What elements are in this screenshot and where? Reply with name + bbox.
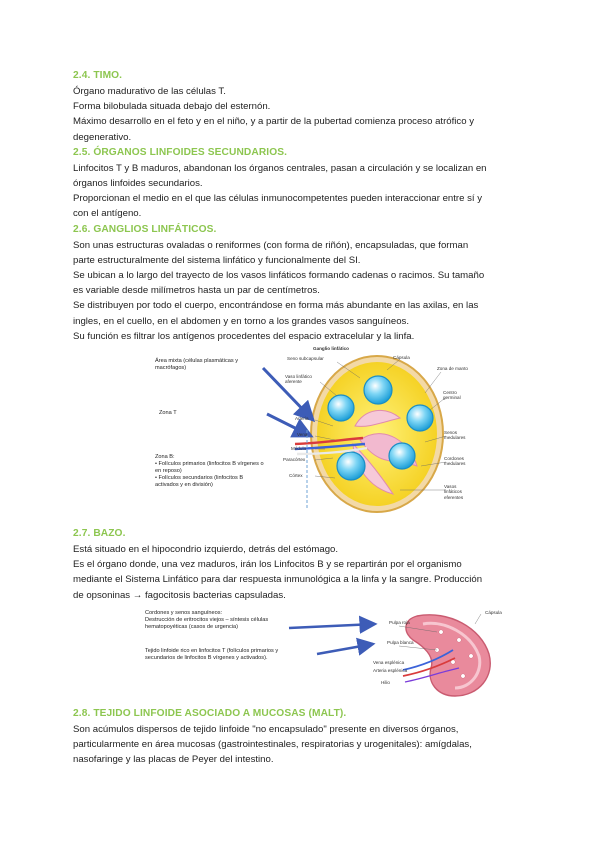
section-ganglios bbox=[73, 222, 533, 344]
text-line: de opsoninas → fagocitosis bacterias capsuladas. bbox=[73, 589, 286, 601]
label-cortex: Córtex bbox=[289, 473, 303, 479]
section-heading: 2.5. ÓRGANOS LINFOIDES SECUNDARIOS. bbox=[73, 146, 288, 158]
label-zona-manto: Zona de manto bbox=[437, 366, 468, 372]
text-line: Se ubican a lo largo del trayecto de los vasos linfáticos formando cadenas o racimos. Su tamaño bbox=[73, 270, 485, 282]
note-zona-b-item-text: Folículos primarios (linfocitos B vírgenes o en reposo) bbox=[155, 461, 264, 475]
label-senos-medulares: Senos medulares bbox=[444, 430, 466, 441]
text-line: Su función es filtrar los antígenos procedentes del espacio extracelular y la linfa. bbox=[73, 330, 415, 342]
note-zona-b-title: Zona B: bbox=[155, 454, 175, 461]
label-arteria: Arteria bbox=[295, 416, 309, 422]
text-line: Máximo desarrollo en el feto y en el niño, y a partir de la pubertad comienza proceso atrófico y bbox=[73, 116, 475, 128]
note-pulpa-roja-title: Cordones y senos sanguíneos: bbox=[145, 609, 223, 616]
document-page bbox=[73, 68, 533, 767]
label-vena-esplenica: Vena esplénica bbox=[373, 659, 405, 665]
label-vena: Vena bbox=[297, 432, 308, 438]
label-pulpa-blanca: Pulpa blanca bbox=[387, 639, 414, 645]
section-timo bbox=[73, 68, 533, 145]
text-line: particularmente en área mucosas (gastrointestinales, respiratorias y urogenitales): amígdalas, bbox=[73, 739, 472, 751]
lymph-node-figure bbox=[155, 348, 473, 518]
text-line: Está situado en el hipocondrio izquierdo, detrás del estómago. bbox=[73, 544, 339, 556]
note-zona-b-item: • Folículos secundarios (linfocitos B activados y en división) bbox=[155, 475, 244, 489]
text-line: Órgano madurativo de las células T. bbox=[73, 86, 226, 97]
note-zona-b-item-text: Folículos secundarios (linfocitos B activados y en división) bbox=[155, 475, 244, 489]
text-line: es variable desde milímetros hasta un par de centímetros. bbox=[73, 285, 320, 297]
note-zona-t: Zona T bbox=[159, 410, 177, 417]
text-line: Se distribuyen por todo el cuerpo, encontrándose en forma más abundante en las axilas, en las bbox=[73, 300, 479, 312]
section-heading: 2.7. BAZO. bbox=[73, 528, 126, 540]
text-line: parte estructuralmente del sistema linfático y funcionalmente del SI. bbox=[73, 254, 361, 266]
section-heading: 2.8. TEJIDO LINFOIDE ASOCIADO A MUCOSAS (MALT). bbox=[73, 707, 347, 719]
text-line: nasofaringe y las placas de Peyer del intestino. bbox=[73, 754, 274, 766]
label-seno-subcapsular: Seno subcapsular bbox=[287, 356, 324, 362]
note-zona-b bbox=[155, 454, 267, 489]
label-centro-germinal: Centro germinal bbox=[443, 390, 461, 401]
text-line: Son acúmulos dispersos de tejido linfoide "no encapsulado" presente en diversos órganos, bbox=[73, 723, 459, 735]
text-line: Forma bilobulada situada debajo del esternón. bbox=[73, 101, 271, 113]
label-paracortex: Paracórtex bbox=[283, 457, 306, 463]
text-line: degenerativo. bbox=[73, 131, 132, 143]
text-line: mediante el Sistema Linfático para dar respuesta inmunológica a la linfa y la sangre. Producción bbox=[73, 574, 483, 586]
label-vasos-eferentes: Vasos linfáticos eferentes bbox=[444, 484, 464, 500]
text-line: Linfocitos T y B maduros, abandonan los órganos centrales, pasan a circulación y se localizan en bbox=[73, 162, 487, 174]
section-organos-secundarios bbox=[73, 145, 533, 222]
note-pulpa-roja-body: Destrucción de eritrocitos viejos – síntesis células hematopoyéticas (casos de urgencia) bbox=[145, 616, 269, 630]
text-line: Son unas estructuras ovaladas o reniformes (con forma de riñón), encapsuladas, que forman bbox=[73, 239, 469, 251]
section-heading: 2.6. GANGLIOS LINFÁTICOS. bbox=[73, 223, 217, 235]
label-medula: Médula bbox=[291, 446, 307, 452]
section-bazo bbox=[73, 526, 533, 603]
figure-title: Ganglio linfático bbox=[313, 346, 349, 352]
arrow-icon bbox=[317, 644, 373, 654]
label-vaso-aferente: Vaso linfático aferente bbox=[285, 374, 312, 385]
arrow-icon bbox=[289, 624, 375, 628]
label-capsula-bazo: Cápsula bbox=[485, 609, 502, 615]
label-arteria-esplenica: Arteria esplénica bbox=[373, 667, 408, 673]
note-pulpa-blanca: Tejido linfoide rico en linfocitos T (folículos primarios y secundarios de linfocitos B vírgenes y activados). bbox=[145, 647, 279, 661]
text-line: Es el órgano donde, una vez maduros, irán los Linfocitos B y se repartirán por el organismo bbox=[73, 559, 462, 571]
label-cordones-medulares: Cordones medulares bbox=[444, 456, 466, 467]
note-area-mixta: Área mixta (células plasmáticas y macrófagos) bbox=[155, 358, 239, 372]
spleen-figure bbox=[141, 610, 513, 698]
label-pulpa-roja: Pulpa roja bbox=[389, 619, 410, 625]
section-malt bbox=[73, 706, 533, 768]
text-line: con el antígeno. bbox=[73, 208, 142, 220]
note-zona-b-item: • Folículos primarios (linfocitos B vírgenes o en reposo) bbox=[155, 461, 264, 475]
section-heading: 2.4. TIMO. bbox=[73, 70, 123, 81]
label-capsula: Cápsula bbox=[393, 355, 410, 361]
text-line: órganos linfoides secundarios. bbox=[73, 178, 203, 190]
label-hilio: Hilio bbox=[381, 679, 390, 685]
text-line: Proporcionan el medio en el que las células inmunocompetentes pueden interaccionar entre sí y bbox=[73, 193, 483, 205]
note-pulpa-roja bbox=[145, 610, 293, 631]
text-line: ingles, en el cuello, en el abdomen y en torno a los grandes vasos sanguíneos. bbox=[73, 315, 410, 327]
